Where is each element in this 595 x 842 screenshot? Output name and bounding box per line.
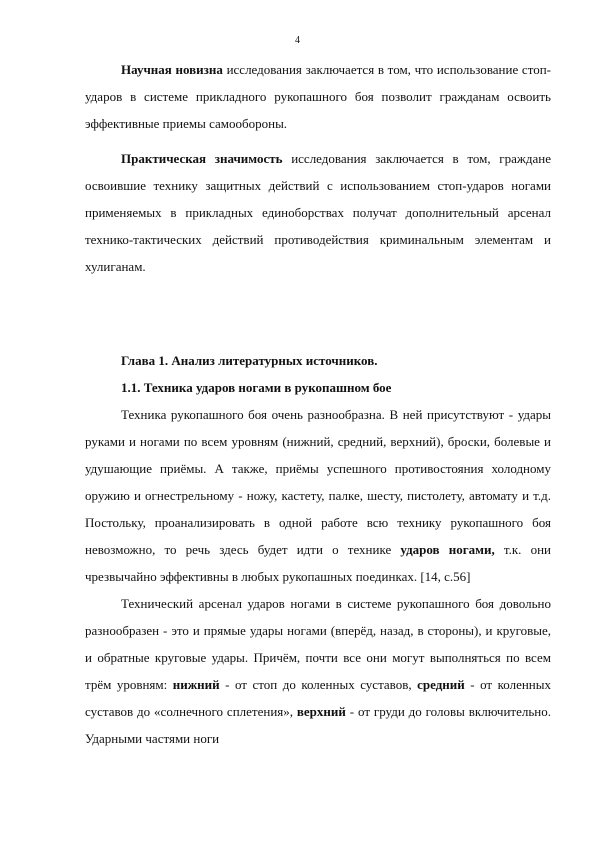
page-number: 4 bbox=[295, 35, 300, 46]
para1-bold: ударов ногами, bbox=[400, 542, 495, 557]
para1-text-b: т.к. они чрезвычайно эффективны в любых рукопашных поединках. [14, с.56] bbox=[85, 542, 551, 584]
para2-text-c: - от коленных суставов до «солнечного сплетения», bbox=[85, 677, 552, 719]
para2-text-d: - от груди до головы включительно. Ударными частями ноги bbox=[85, 704, 551, 746]
para2-bold-upper: верхний bbox=[296, 704, 346, 719]
practical-term: Практическая значимость bbox=[121, 151, 283, 166]
novelty-paragraph bbox=[85, 56, 551, 137]
chapter-title: Глава 1. Анализ литературных источников. bbox=[121, 353, 378, 368]
body-paragraph-2 bbox=[85, 590, 551, 752]
para2-bold-middle: средний bbox=[417, 677, 465, 692]
practical-text: исследования заключается в том, граждане освоившие технику защитных действий с использованием стоп-ударов ногами применяемых в прикладных единоборствах получат дополнительный арсенал технико-тактических действий противодействия криминальным элементам и хулиганам. bbox=[85, 151, 551, 274]
para2-text-a: Технический арсенал ударов ногами в системе рукопашного боя довольно разнообразен - это и прямые удары ногами (вперёд, назад, в стороны), и круговые, и обратные круговые удары. Причём, почти все они могут выполняться по всем трём уровням: bbox=[85, 596, 551, 692]
practical-paragraph bbox=[85, 145, 551, 280]
para1-text-a: Техника рукопашного боя очень разнообразна. В ней присутствуют - удары руками и ногами по всем уровням (нижний, средний, верхний), броски, болевые и удушающие приёмы. А также, приёмы успешного противостояния холодному оружию и огнестрельному - ножу, кастету, палке, шесту, пистолету, автомату и т.д. Постольку, проанализировать в одной работе всю технику рукопашного боя невозможно, то речь здесь будет идти о технике bbox=[85, 407, 551, 557]
para2-bold-lower: нижний bbox=[172, 677, 220, 692]
novelty-text: исследования заключается в том, что использование стоп-ударов в системе прикладного рукопашного боя позволит гражданам освоить эффективные приемы самообороны. bbox=[85, 62, 551, 131]
section-title: 1.1. Техника ударов ногами в рукопашном бое bbox=[121, 380, 392, 395]
novelty-term: Научная новизна bbox=[121, 62, 223, 77]
para2-text-b: - от стоп до коленных суставов, bbox=[219, 677, 418, 692]
chapter-section bbox=[85, 347, 551, 752]
body-paragraph-1 bbox=[85, 401, 551, 590]
